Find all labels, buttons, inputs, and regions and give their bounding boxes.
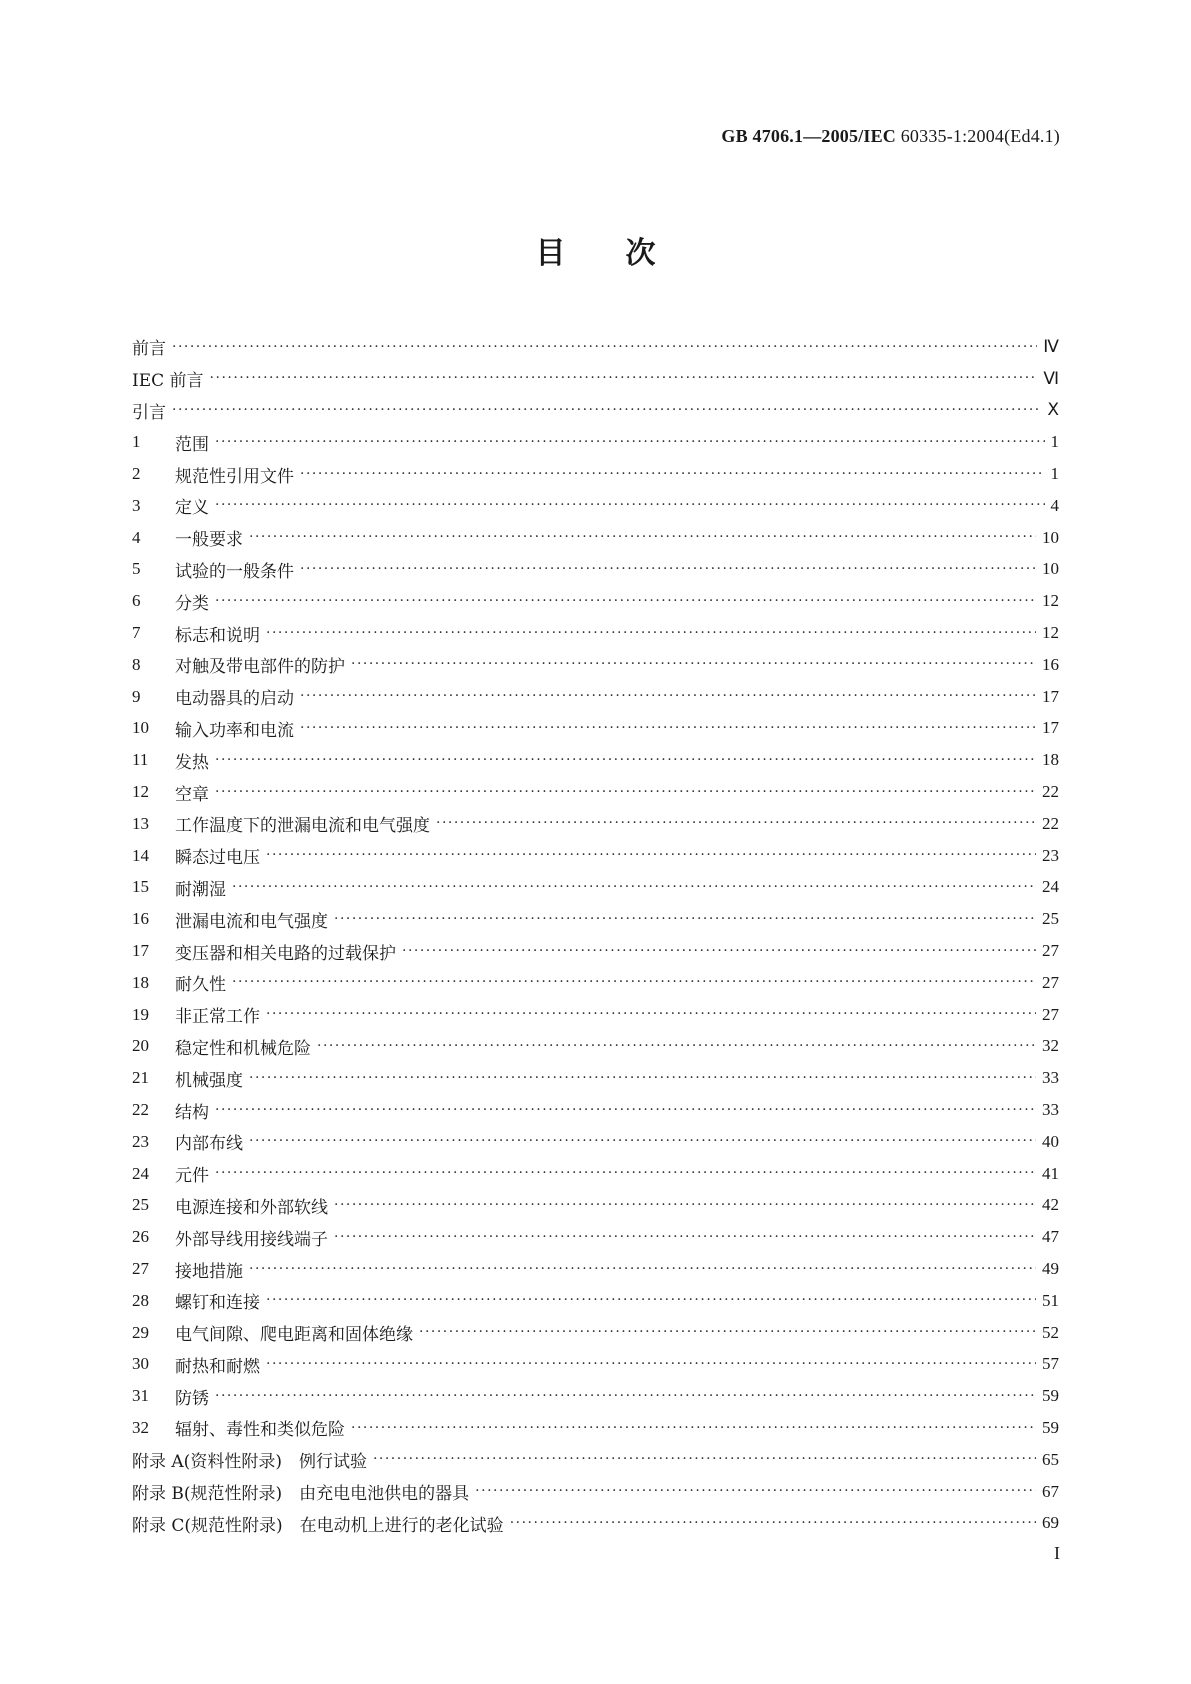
toc-entry[interactable]	[132, 1507, 1059, 1539]
toc-leader-dots	[334, 1197, 1036, 1214]
toc-entry[interactable]	[132, 840, 1059, 872]
toc-entry[interactable]	[132, 1190, 1059, 1222]
toc-leader-dots	[300, 720, 1036, 737]
toc-leader-dots	[249, 529, 1036, 546]
toc-entry[interactable]	[132, 1094, 1059, 1126]
toc-entry-number: 21	[132, 1068, 149, 1088]
toc-leader-dots	[334, 911, 1036, 928]
toc-leader-dots	[419, 1324, 1036, 1341]
toc-entry[interactable]	[132, 426, 1059, 458]
toc-entry-number: 15	[132, 877, 149, 897]
toc-entry-label: 辐射、毒性和类似危险	[175, 1420, 345, 1441]
toc-entry-page: 67	[1042, 1481, 1059, 1501]
toc-entry-number: 29	[132, 1322, 149, 1342]
toc-leader-dots	[215, 497, 1045, 514]
toc-entry[interactable]	[132, 1380, 1059, 1412]
toc-entry-number: 4	[132, 527, 141, 547]
toc-entry-number: 24	[132, 1163, 149, 1183]
toc-entry[interactable]	[132, 522, 1059, 554]
toc-entry-page: 49	[1042, 1259, 1059, 1278]
toc-entry[interactable]	[132, 1285, 1059, 1317]
toc-entry-number: 18	[132, 972, 149, 992]
toc-entry-label: 瞬态过电压	[175, 848, 260, 869]
toc-entry-page: 17	[1042, 718, 1059, 738]
toc-entry-page: 27	[1042, 972, 1059, 992]
toc-entry[interactable]	[132, 872, 1059, 904]
toc-entry-page: 33	[1042, 1068, 1059, 1088]
toc-entry-label: 试验的一般条件	[175, 561, 294, 582]
toc-leader-dots	[266, 1006, 1036, 1023]
toc-entry-label: 泄漏电流和电气强度	[175, 911, 328, 932]
toc-leader-dots	[215, 1102, 1036, 1119]
toc-entry-label: 内部布线	[175, 1134, 243, 1155]
toc-entry-page: 16	[1042, 654, 1059, 674]
toc-entry-label: 电源连接和外部软线	[175, 1197, 328, 1218]
toc-entry-label: 元件	[175, 1166, 209, 1187]
toc-entry-page: 33	[1042, 1100, 1059, 1120]
toc-entry-number: 30	[132, 1354, 149, 1374]
toc-entry-number: 3	[132, 495, 141, 515]
toc-entry-label: 机械强度	[175, 1070, 243, 1091]
toc-entry-page: 52	[1042, 1322, 1059, 1342]
toc-entry-number: 25	[132, 1195, 149, 1215]
toc-entry-label: 耐热和耐燃	[175, 1356, 260, 1377]
toc-entry-label: 附录 C(规范性附录) 在电动机上进行的老化试验	[132, 1515, 504, 1536]
toc-entry-label: 对触及带电部件的防护	[175, 657, 345, 678]
toc-entry[interactable]	[132, 1253, 1059, 1285]
toc-entry-number: 10	[132, 718, 149, 738]
toc-leader-dots	[215, 593, 1036, 610]
toc-entry[interactable]	[132, 1317, 1059, 1349]
toc-entry-number: 1	[132, 432, 141, 452]
toc-entry-label: 空章	[175, 784, 209, 805]
toc-entry[interactable]	[132, 808, 1059, 840]
toc-entry-label: 定义	[175, 498, 209, 519]
toc-entry-label: 防锈	[175, 1388, 209, 1409]
standard-number-rest: 60335-1:2004(Ed4.1)	[896, 126, 1060, 146]
toc-entry-number: 27	[132, 1259, 149, 1278]
toc-entry-label: 接地措施	[175, 1261, 243, 1282]
toc-entry[interactable]	[132, 395, 1059, 427]
toc-entry[interactable]	[132, 681, 1059, 713]
toc-leader-dots	[249, 1261, 1036, 1278]
toc-entry[interactable]	[132, 331, 1059, 363]
toc-entry-label: 稳定性和机械危险	[175, 1038, 311, 1059]
toc-entry-page: 47	[1042, 1227, 1059, 1247]
toc-entry-label: 附录 B(规范性附录) 由充电电池供电的器具	[132, 1484, 470, 1505]
toc-leader-dots	[475, 1483, 1036, 1500]
toc-leader-dots	[249, 1133, 1036, 1150]
toc-entry-page: 27	[1042, 1004, 1059, 1024]
toc-entry-number: 5	[132, 559, 141, 579]
toc-leader-dots	[232, 974, 1036, 991]
toc-entry-page: 25	[1042, 909, 1059, 929]
toc-entry-page: 69	[1042, 1513, 1059, 1533]
toc-entry-page: 59	[1042, 1386, 1059, 1406]
toc-leader-dots	[351, 656, 1036, 673]
toc-entry-page: 4	[1050, 495, 1059, 515]
toc-leader-dots	[402, 943, 1036, 960]
table-of-contents	[132, 331, 1059, 1539]
toc-entry-label: 耐潮湿	[175, 879, 226, 900]
toc-entry-label: 范围	[175, 434, 209, 455]
toc-leader-dots	[249, 1070, 1036, 1087]
toc-entry-label: 螺钉和连接	[175, 1293, 260, 1314]
toc-entry-number: 31	[132, 1386, 149, 1406]
toc-entry[interactable]	[132, 1476, 1059, 1508]
toc-entry-number: 11	[132, 750, 149, 770]
toc-entry-number: 19	[132, 1004, 149, 1024]
toc-entry-number: 8	[132, 654, 141, 674]
toc-entry[interactable]	[132, 1412, 1059, 1444]
toc-entry-number: 14	[132, 845, 149, 865]
toc-leader-dots	[215, 752, 1036, 769]
toc-entry[interactable]	[132, 744, 1059, 776]
toc-entry-label: IEC 前言	[132, 371, 204, 392]
toc-leader-dots	[210, 370, 1038, 387]
toc-entry-number: 6	[132, 591, 141, 611]
toc-entry-label: 标志和说明	[175, 625, 260, 646]
toc-leader-dots	[300, 688, 1036, 705]
toc-entry-number: 28	[132, 1290, 149, 1310]
toc-leader-dots	[334, 1229, 1036, 1246]
toc-entry-label: 耐久性	[175, 975, 226, 996]
toc-entry[interactable]	[132, 1221, 1059, 1253]
toc-leader-dots	[300, 466, 1045, 483]
toc-leader-dots	[266, 847, 1036, 864]
toc-entry[interactable]	[132, 554, 1059, 586]
toc-entry-page: 12	[1042, 591, 1059, 611]
toc-entry[interactable]	[132, 617, 1059, 649]
toc-entry-label: 电动器具的启动	[175, 689, 294, 710]
toc-leader-dots	[510, 1515, 1036, 1532]
toc-entry-number: 20	[132, 1036, 149, 1056]
page-title: 目次	[535, 236, 716, 271]
toc-leader-dots	[317, 1038, 1036, 1055]
toc-entry-label: 电气间隙、爬电距离和固体绝缘	[175, 1325, 413, 1346]
toc-entry-label: 发热	[175, 752, 209, 773]
toc-entry[interactable]	[132, 458, 1059, 490]
toc-entry-page: 57	[1042, 1354, 1059, 1374]
toc-entry-page: 27	[1042, 941, 1059, 961]
toc-entry-number: 22	[132, 1100, 149, 1120]
standard-number-bold: GB 4706.1—2005/IEC	[721, 126, 897, 146]
toc-entry[interactable]	[132, 1031, 1059, 1063]
toc-entry-page: 41	[1042, 1163, 1059, 1183]
toc-entry-label: 前言	[132, 339, 166, 360]
toc-entry-number: 9	[132, 686, 141, 706]
toc-entry[interactable]	[132, 999, 1059, 1031]
toc-leader-dots	[172, 402, 1041, 419]
toc-entry-page: 40	[1042, 1131, 1059, 1151]
toc-entry-label: 附录 A(资料性附录) 例行试验	[132, 1452, 367, 1473]
toc-entry-page: 12	[1042, 623, 1059, 643]
toc-entry[interactable]	[132, 490, 1059, 522]
toc-entry-page: 59	[1042, 1417, 1059, 1437]
toc-entry-page: 17	[1042, 686, 1059, 706]
toc-leader-dots	[172, 339, 1037, 356]
toc-leader-dots	[215, 434, 1045, 451]
toc-entry[interactable]	[132, 1158, 1059, 1190]
toc-leader-dots	[436, 815, 1036, 832]
toc-leader-dots	[300, 561, 1036, 578]
toc-entry-page: 22	[1042, 813, 1059, 833]
toc-entry[interactable]	[132, 585, 1059, 617]
toc-entry-page: 24	[1042, 877, 1059, 897]
toc-entry-page: 18	[1042, 750, 1059, 770]
toc-entry-number: 16	[132, 909, 149, 929]
toc-leader-dots	[266, 625, 1036, 642]
toc-entry-page: 42	[1042, 1195, 1059, 1215]
toc-leader-dots	[215, 1388, 1036, 1405]
toc-entry-number: 12	[132, 782, 149, 802]
toc-entry-page: 1	[1050, 432, 1059, 452]
toc-entry[interactable]	[132, 713, 1059, 745]
toc-entry[interactable]	[132, 649, 1059, 681]
toc-leader-dots	[215, 784, 1036, 801]
toc-leader-dots	[373, 1451, 1036, 1468]
toc-entry[interactable]	[132, 935, 1059, 967]
toc-entry-page: 23	[1042, 845, 1059, 865]
toc-entry-number: 17	[132, 941, 149, 961]
toc-entry[interactable]	[132, 776, 1059, 808]
toc-entry-label: 结构	[175, 1102, 209, 1123]
toc-leader-dots	[215, 1165, 1036, 1182]
toc-entry[interactable]	[132, 1062, 1059, 1094]
toc-leader-dots	[232, 879, 1036, 896]
standard-number-header	[721, 126, 1060, 147]
toc-entry-page: Ⅹ	[1047, 400, 1059, 420]
toc-entry-label: 规范性引用文件	[175, 466, 294, 487]
toc-entry-number: 26	[132, 1227, 149, 1247]
toc-leader-dots	[266, 1292, 1036, 1309]
toc-entry[interactable]	[132, 903, 1059, 935]
toc-leader-dots	[351, 1420, 1036, 1437]
toc-entry-label: 引言	[132, 402, 166, 423]
page-number: I	[1054, 1543, 1060, 1563]
toc-entry[interactable]	[132, 1126, 1059, 1158]
toc-entry-number: 2	[132, 464, 141, 484]
toc-entry[interactable]	[132, 967, 1059, 999]
toc-entry-page: 65	[1042, 1449, 1059, 1469]
toc-entry-label: 外部导线用接线端子	[175, 1229, 328, 1250]
toc-entry-number: 23	[132, 1131, 149, 1151]
toc-entry-page: Ⅵ	[1043, 368, 1059, 388]
toc-entry-number: 32	[132, 1417, 149, 1437]
toc-entry-label: 分类	[175, 593, 209, 614]
toc-entry-label: 变压器和相关电路的过载保护	[175, 943, 396, 964]
toc-entry-label: 一般要求	[175, 530, 243, 551]
toc-entry-page: 51	[1042, 1290, 1059, 1310]
toc-entry[interactable]	[132, 1444, 1059, 1476]
toc-entry-label: 非正常工作	[175, 1007, 260, 1028]
toc-entry-page: 32	[1042, 1036, 1059, 1056]
toc-entry-page: 1	[1050, 464, 1059, 484]
toc-entry[interactable]	[132, 363, 1059, 395]
toc-leader-dots	[266, 1356, 1036, 1373]
toc-entry-number: 13	[132, 813, 149, 833]
toc-entry-label: 工作温度下的泄漏电流和电气强度	[175, 816, 430, 837]
toc-entry-page: 10	[1042, 527, 1059, 547]
toc-entry-page: 22	[1042, 782, 1059, 802]
toc-entry-number: 7	[132, 623, 141, 643]
toc-entry-page: 10	[1042, 559, 1059, 579]
toc-entry[interactable]	[132, 1349, 1059, 1381]
toc-entry-page: Ⅳ	[1043, 336, 1059, 356]
toc-entry-label: 输入功率和电流	[175, 720, 294, 741]
